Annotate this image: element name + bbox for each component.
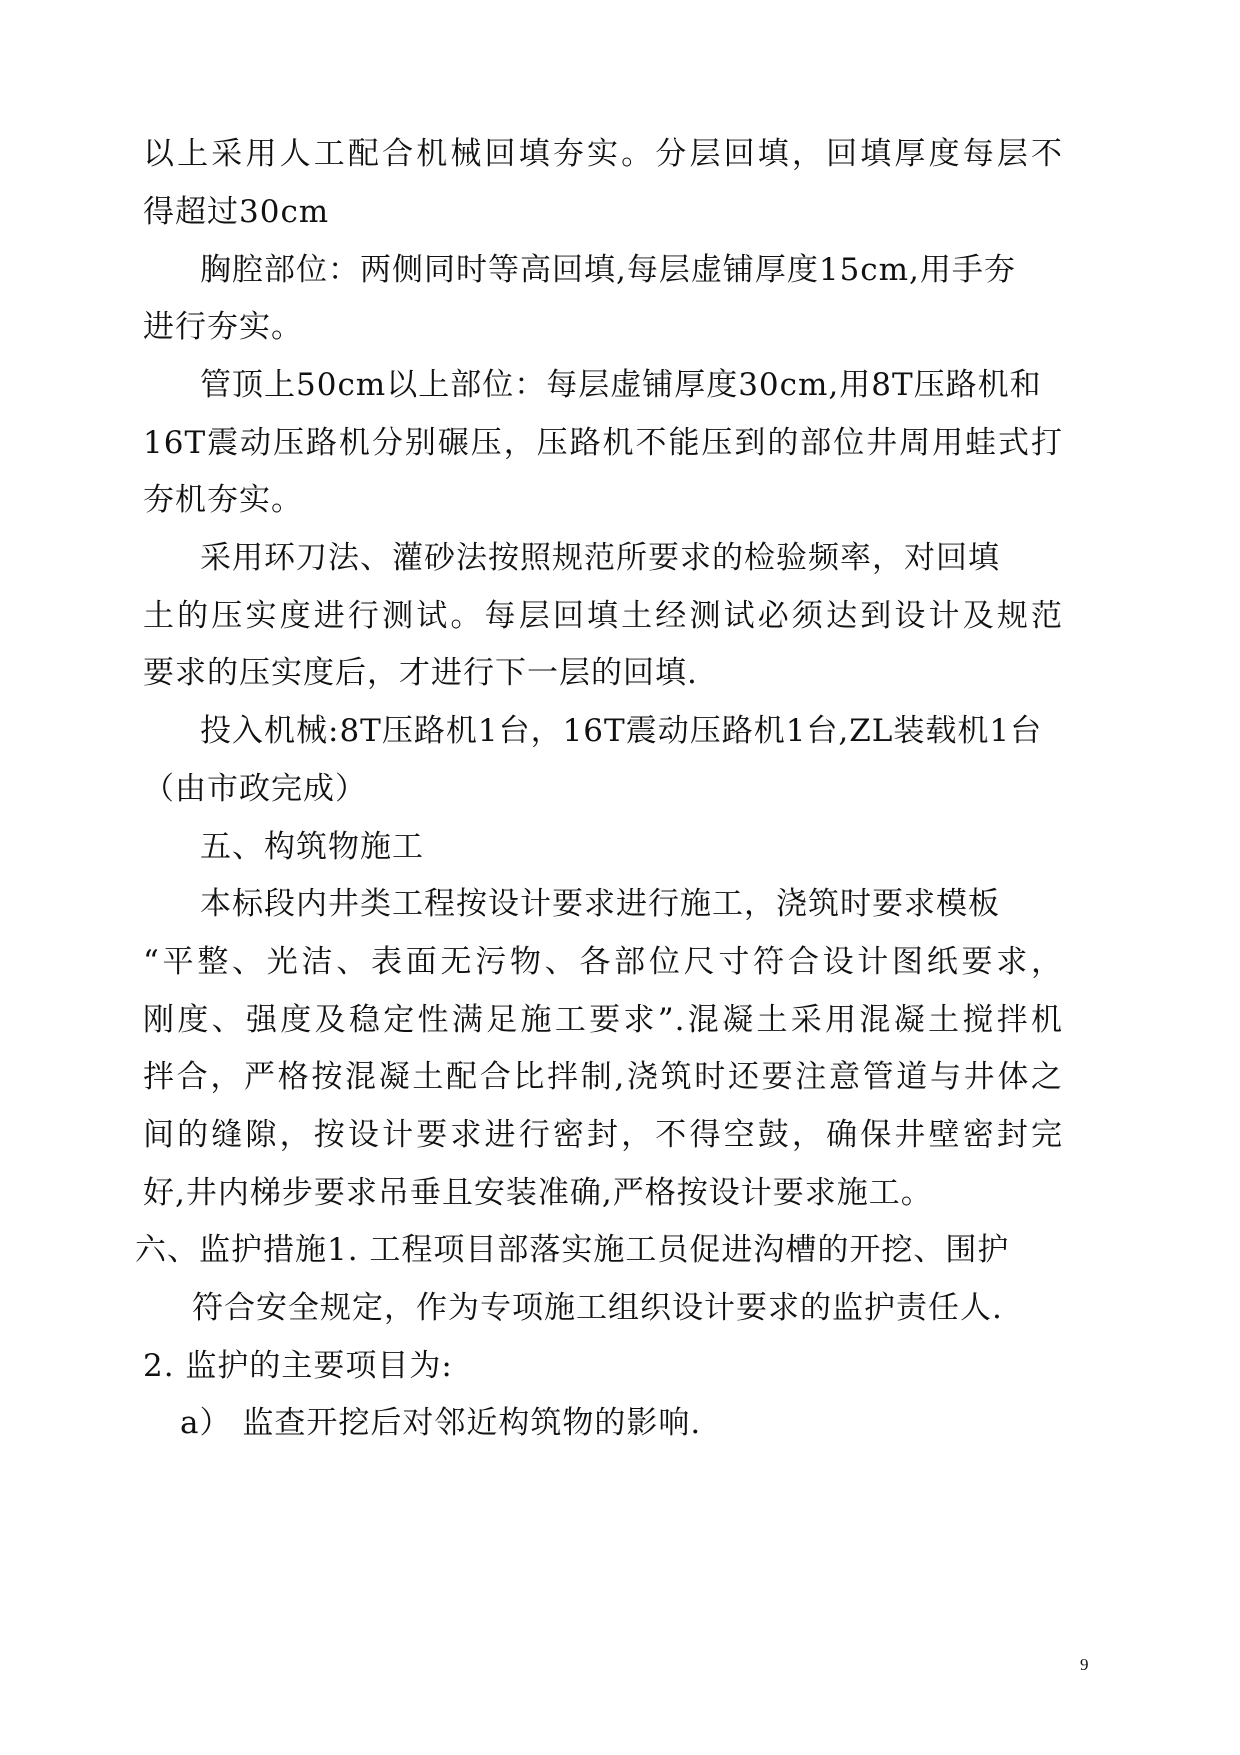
text-line: 土的压实度进行测试。每层回填土经测试必须达到设计及规范	[143, 598, 1063, 634]
text-line: 投入机械:8T压路机1台，16T震动压路机1台,ZL装载机1台	[200, 713, 1043, 749]
text-line: 进行夯实。	[143, 309, 303, 345]
text-line: 要求的压实度后，才进行下一层的回填.	[143, 655, 698, 691]
text-line: 间的缝隙，按设计要求进行密封，不得空鼓，确保井壁密封完	[143, 1117, 1063, 1153]
text-line: 符合安全规定，作为专项施工组织设计要求的监护责任人.	[192, 1290, 1003, 1326]
text-line: “平整、光洁、表面无污物、各部位尺寸符合设计图纸要求，	[143, 944, 1063, 980]
text-line: 本标段内井类工程按设计要求进行施工，浇筑时要求模板	[200, 886, 1000, 922]
text-line: 以上采用人工配合机械回填夯实。分层回填，回填厚度每层不	[143, 136, 1063, 172]
list-item: a） 监查开挖后对邻近构筑物的影响.	[180, 1405, 702, 1441]
page-number: 9	[1080, 1655, 1089, 1674]
text-line: 管顶上50cm以上部位：每层虚铺厚度30cm,用8T压路机和	[200, 367, 1042, 403]
text-line: 采用环刀法、灌砂法按照规范所要求的检验频率，对回填	[200, 540, 1000, 576]
text-line: 16T震动压路机分别碾压，压路机不能压到的部位井周用蛙式打	[143, 425, 1063, 461]
section-heading: 六、监护措施1. 工程项目部落实施工员促进沟槽的开挖、围护	[135, 1232, 1010, 1268]
text-line: （由市政完成）	[143, 771, 367, 807]
text-line: 好,井内梯步要求吊垂且安装准确,严格按设计要求施工。	[143, 1175, 933, 1211]
text-line: 胸腔部位：两侧同时等高回填,每层虚铺厚度15cm,用手夯	[200, 252, 1016, 288]
text-line: 拌合，严格按混凝土配合比拌制,浇筑时还要注意管道与井体之	[143, 1059, 1063, 1095]
text-line: 刚度、强度及稳定性满足施工要求”.混凝土采用混凝土搅拌机	[143, 1002, 1063, 1038]
text-line: 夯机夯实。	[143, 482, 303, 518]
section-heading: 五、构筑物施工	[200, 829, 424, 865]
list-heading: 2. 监护的主要项目为:	[143, 1348, 453, 1384]
text-line: 得超过30cm	[143, 194, 330, 230]
